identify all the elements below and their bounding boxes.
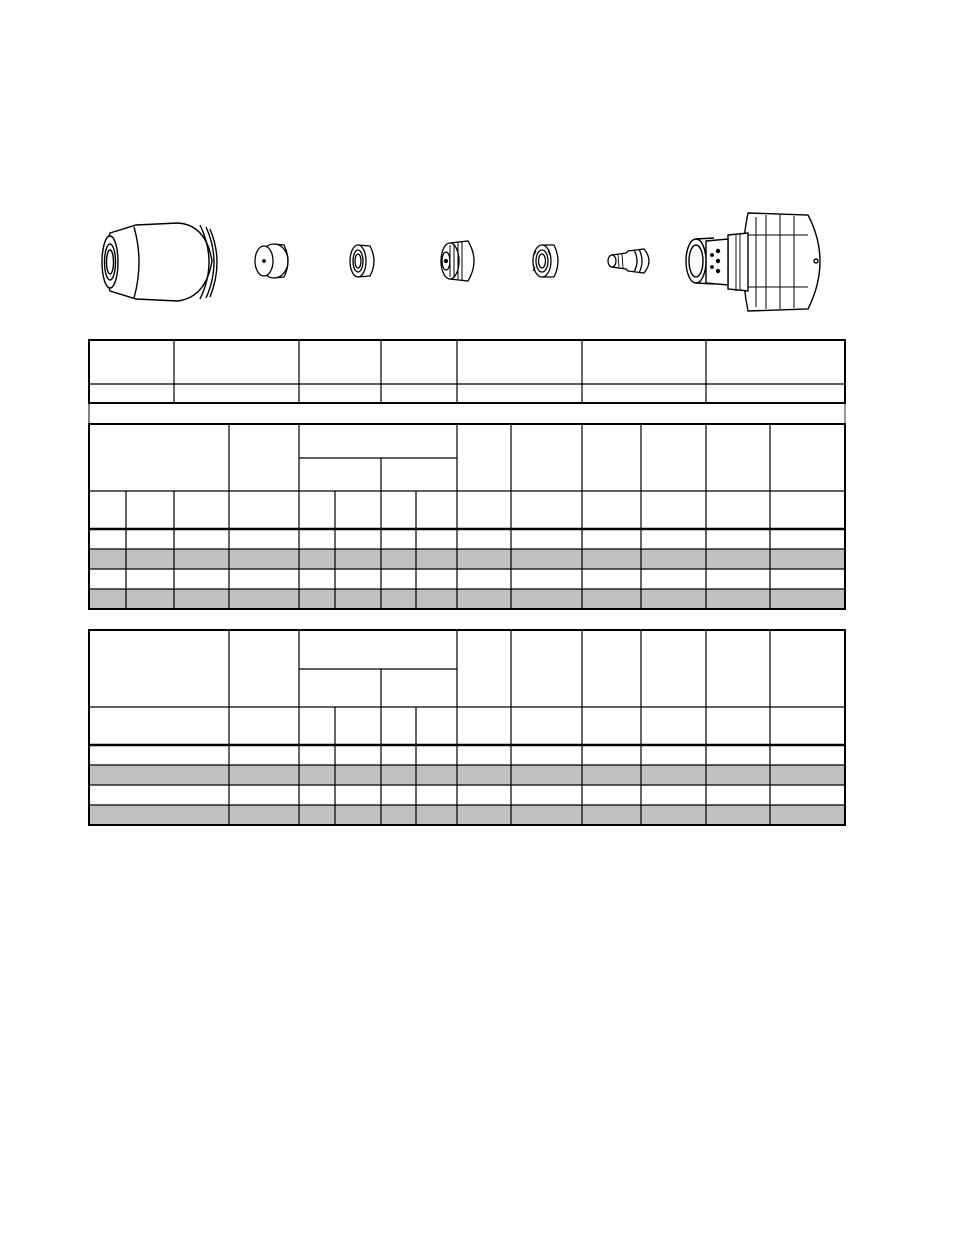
shaded-row <box>89 765 845 785</box>
shaded-row <box>89 549 845 569</box>
parts-table <box>89 340 845 424</box>
cut-chart-1 <box>89 424 845 609</box>
shaded-row <box>89 589 845 609</box>
shaded-row <box>89 805 845 825</box>
cut-chart-2 <box>89 630 845 825</box>
